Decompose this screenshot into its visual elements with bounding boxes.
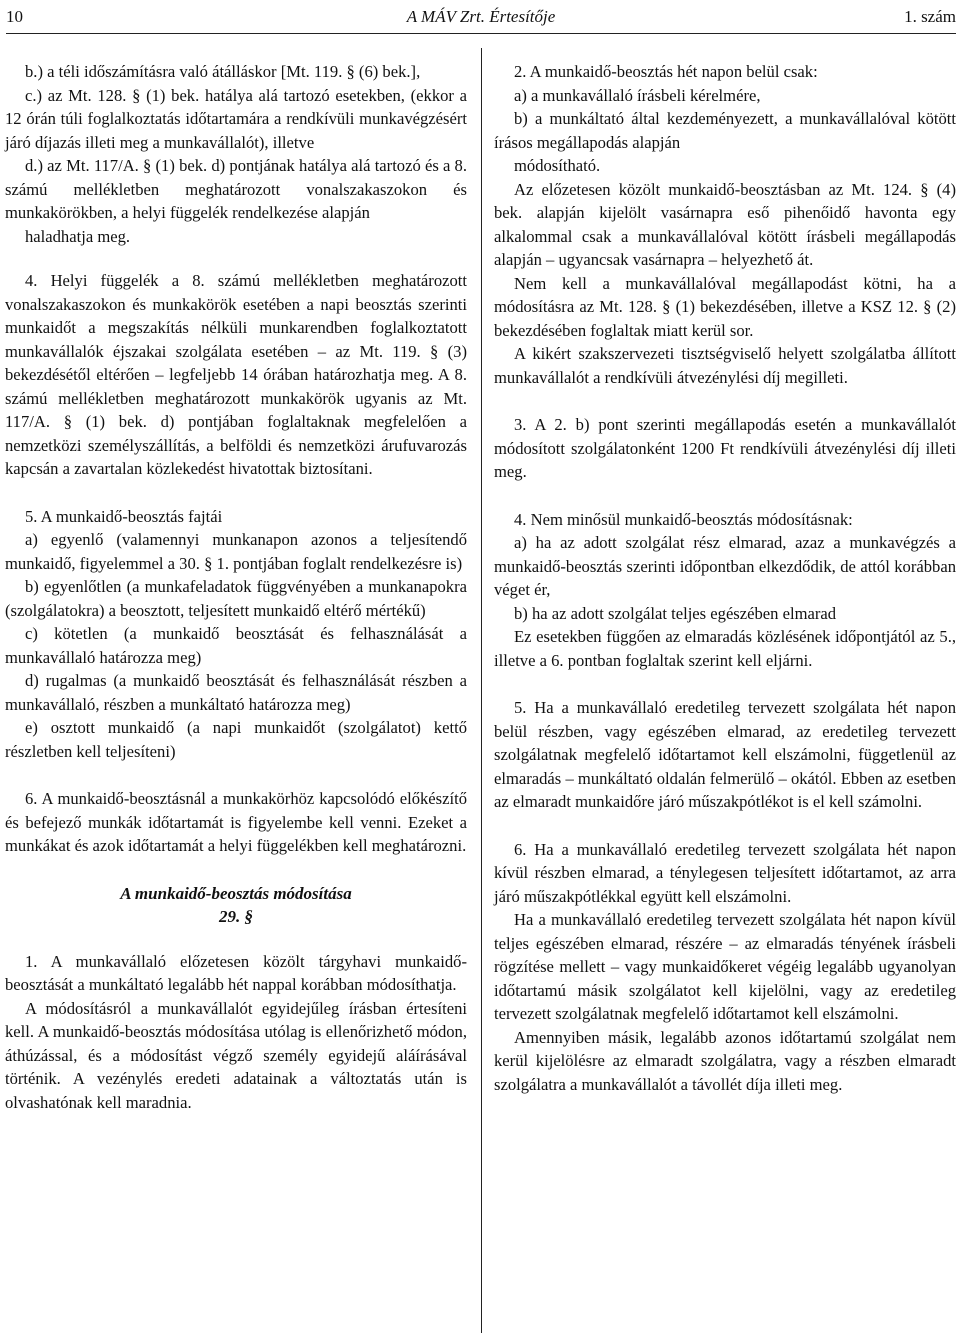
page-number: 10: [6, 7, 23, 26]
list-item: e) osztott munkaidő (a napi munkaidőt (szolgálatot) kettő részletben kell teljesíteni): [5, 718, 467, 761]
paragraph: Nem kell a munkavállalóval megállapodást kötni, ha a módosításra az Mt. 128. § (1) bekezdésében, illetve a KSZ 12. § (2) bekezdésében foglaltak miatt kerül sor.: [494, 273, 956, 340]
paragraph: 4. Helyi függelék a 8. számú mellékletben meghatározott vonalszakaszokon és munkakörök esetében a napi beosztás szerinti munkaidőt a megszakítás nélküli munkarendben foglalkoztatott munkavállalók éjszakai szolgálata esetében – az Mt. 119. § (3) bekezdésétől eltérően – legfeljebb 14 órában határozhatja meg. A 8. számú mellékletben meghatározott munkakörök ugyanis az Mt. 117/A. § (1) bek. d) pontjában foglaltaknak megfelelően a nemzetközi személyszállítás, a belföldi és nemzetközi árufuvarozás kapcsán a zavartalan közlekedést hivatottak biztosítani.: [5, 271, 467, 478]
paragraph: A módosításról a munkavállalót egyidejűleg írásban értesíteni kell. A munkaidő-beosztás módosítása utólag is ellenőrizhető módon, áthúzással, és a módosítást végző személy egyidejű aláírásával történik. A vezénylés eredeti adatainak a változtatás után is olvashatónak kell maradnia.: [5, 998, 467, 1112]
section-heading: A munkaidő-beosztás módosítása: [120, 883, 352, 903]
paragraph: 6. A munkaidő-beosztásnál a munkakörhöz kapcsolódó előkészítő és befejező munkák időtartamát is figyelembe kell venni. Ezeket a munkákat és azok időtartamát a helyi függelékben kell meghatározni.: [5, 789, 467, 855]
paragraph: A kikért szakszervezeti tisztségviselő helyett szolgálatba állított munkavállalót a rendkívüli átvezénylési díj megilleti.: [494, 344, 956, 387]
issue-number: 1. szám: [904, 7, 956, 26]
list-item: c) kötetlen (a munkaidő beosztását és felhasználását a munkavállaló határozza meg): [5, 624, 467, 667]
list-item: a) a munkavállaló írásbeli kérelmére,: [514, 85, 761, 105]
right-column: [494, 60, 956, 1096]
list-item: b) egyenlőtlen (a munkafeladatok függvényében a munkanapokra (szolgálatokra) a beosztott, teljesített munkaidő eltérő mértékű): [5, 577, 467, 620]
list-item: b) ha az adott szolgálat teljes egészében elmarad: [514, 603, 837, 623]
left-column: [5, 60, 467, 1114]
section-title: 5. A munkaidő-beosztás fajtái: [25, 506, 223, 526]
section-number: 29. §: [219, 907, 253, 926]
paragraph: módosítható.: [514, 156, 601, 175]
page-header: [6, 5, 956, 34]
paragraph: 6. Ha a munkavállaló eredetileg tervezett szolgálata hét napon kívül részben elmarad, a ténylegesen teljesített időtartamot, az arra járó műszakpótlékkal együtt kell elszámolni.: [494, 839, 956, 906]
paragraph: 1. A munkavállaló előzetesen közölt tárgyhavi munkaidő-beosztását a munkáltató legalább hét nappal korábban módosíthatja.: [5, 951, 467, 994]
paragraph: Amennyiben másik, legalább azonos időtartamú szolgálat nem kerül kijelölésre az elmaradt szolgálatra, vagy a részben elmaradt szolgálatra a munkavállalót a távollét díja illeti meg.: [494, 1027, 956, 1094]
list-item: b) a munkáltató által kezdeményezett, a munkavállalóval kötött írásos megállapodás alapján: [494, 109, 956, 152]
publication-title: A MÁV Zrt. Értesítője: [406, 7, 556, 26]
paragraph: Ez esetekben függően az elmaradás közlésének időpontjától az 5., illetve a 6. pontban foglaltak szerint kell eljárni.: [494, 627, 956, 670]
paragraph: Ha a munkavállaló eredetileg tervezett szolgálata hét napon kívül teljes egészében elmarad, részére – az elmaradás tényének írásbeli rögzítése mellett – vagy munkaidőkeret végéig legalább ugyanolyan időtartamú másik szolgálatot kell kijelölni, vagy az eredetileg tervezett szolgálatnak megfelelő időtartamot kell elszámolni.: [494, 910, 956, 1023]
paragraph: 5. Ha a munkavállaló eredetileg tervezett szolgálata hét napon belül részben, vagy egészében elmarad, az eredetileg tervezett szolgálatnak megfelelő időtartamot kell elszámolni, függetlenül az elmaradás – munkáltató oldalán felmerülő – okától. Ebben az esetben az elmaradt munkaidőre járó műszakpótlékot is el kell számolni.: [494, 698, 956, 811]
column-divider: [481, 48, 482, 1333]
paragraph: Az előzetesen közölt munkaidő-beosztásban az Mt. 124. § (4) bek. alapján kijelölt vasárnapra eső pihenőidő havonta egy alkalommal csak a munkavállalóval kötött írásbeli megállapodás alapján – ugyancsak vasárnapra – helyezhető át.: [494, 179, 956, 269]
paragraph: b.) a téli időszámításra való átálláskor [Mt. 119. § (6) bek.],: [25, 62, 421, 81]
list-item: d) rugalmas (a munkaidő beosztását és felhasználását részben a munkavállaló, részben a munkáltató határozza meg): [5, 671, 467, 714]
list-item: a) egyenlő (valamennyi munkanapon azonos a teljesítendő munkaidő, figyelemmel a 30. § 1. pontjában foglalt rendelkezésre is): [5, 530, 467, 573]
paragraph: haladhatja meg.: [25, 226, 131, 246]
list-item: a) ha az adott szolgálat rész elmarad, azaz a munkavégzés a munkaidő-beosztás szerinti időpontban elkezdődik, de attól korábban véget ér,: [494, 533, 956, 599]
paragraph: 4. Nem minősül munkaidő-beosztás módosításnak:: [514, 509, 853, 529]
paragraph: d.) az Mt. 117/A. § (1) bek. d) pontjának hatálya alá tartozó és a 8. számú mellékletben meghatározott vonalszakaszokon és munkakörökben, a helyi függelék rendelkezése alapján: [5, 156, 467, 222]
paragraph: 2. A munkaidő-beosztás hét napon belül csak:: [514, 62, 818, 81]
paragraph: 3. A 2. b) pont szerinti megállapodás esetén a munkavállalót módosított szolgálatonként 1200 Ft rendkívüli átvezénylési díj illeti meg.: [494, 415, 956, 481]
paragraph: c.) az Mt. 128. § (1) bek. hatálya alá tartozó esetekben, (ekkor a 12 órán túli foglalkoztatás időtartamára a rendkívüli munkavégzésért járó díjazás illeti meg a munkavállalót), illetve: [5, 85, 467, 152]
